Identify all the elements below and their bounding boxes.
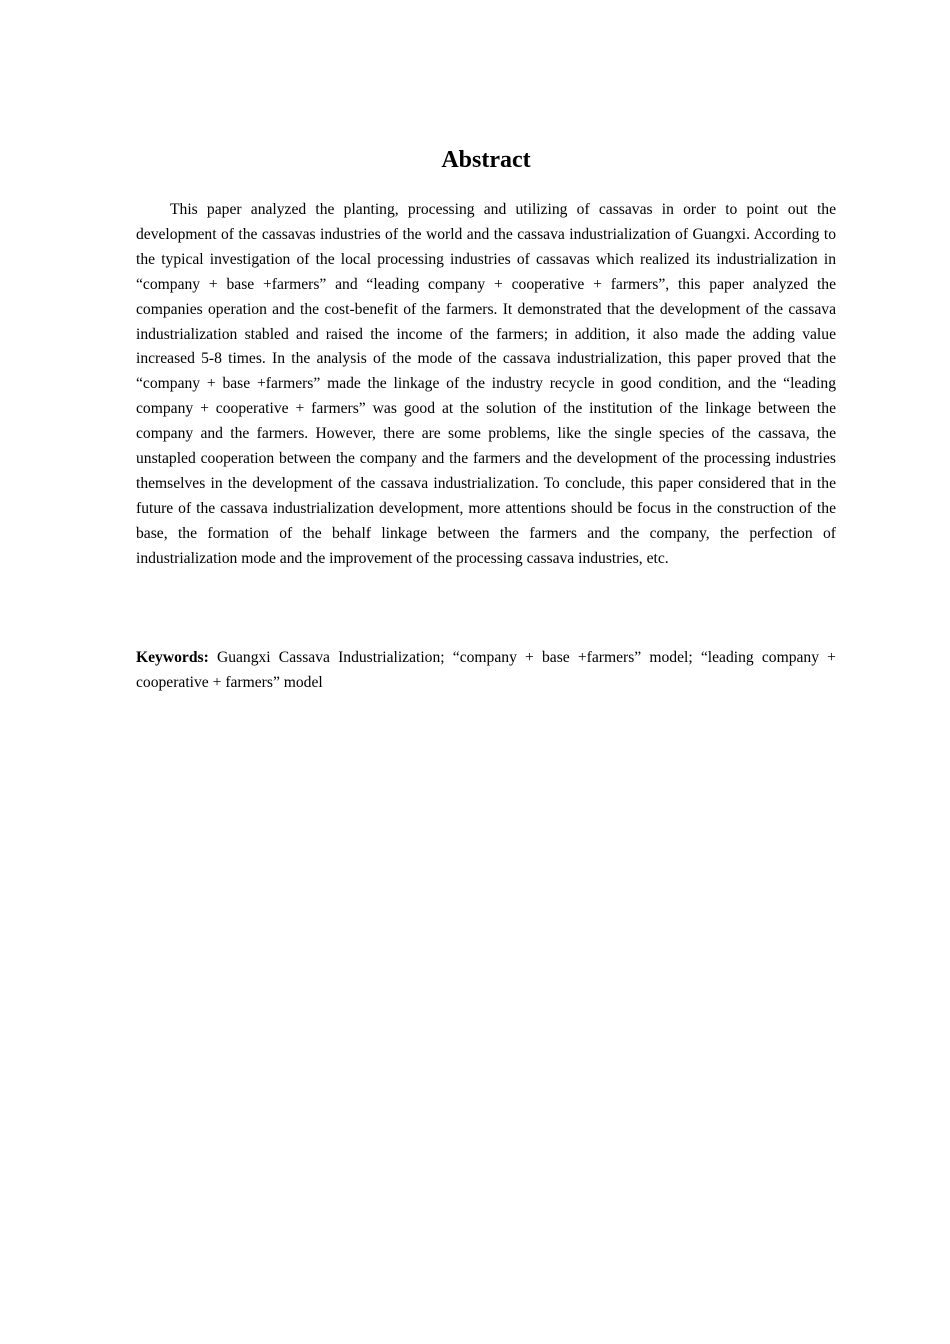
keywords-text: Guangxi Cassava Industrialization; “company + base +farmers” model; “leading company + cooperative + farmers” model [136,649,836,691]
abstract-title: Abstract [441,147,531,173]
keywords-label: Keywords: [136,649,209,666]
abstract-paragraph: This paper analyzed the planting, processing and utilizing of cassavas in order to point out the development of the cassavas industries of the world and the cassava industrialization of Guangxi. According to the typical investigation of the local processing industries of cassavas which realized its industrialization in “company + base +farmers” and “leading company + cooperative + farmers”, this paper analyzed the companies operation and the cost-benefit of the farmers. It demonstrated that the development of the cassava industrialization stabled and raised the income of the farmers; in addition, it also made the adding value increased 5-8 times. In the analysis of the mode of the cassava industrialization, this paper proved that the “company + base +farmers” made the linkage of the industry recycle in good condition, and the “leading company + cooperative + farmers” was good at the solution of the institution of the linkage between the company and the farmers. However, there are some problems, like the single species of the cassava, the unstapled cooperation between the company and the farmers and the development of the processing industries themselves in the development of the cassava industrialization. To conclude, this paper considered that in the future of the cassava industrialization development, more attentions should be focus in the construction of the base, the formation of the behalf linkage between the farmers and the company, the perfection of industrialization mode and the improvement of the processing cassava industries, etc. [136,201,836,567]
keywords-section [136,646,836,696]
